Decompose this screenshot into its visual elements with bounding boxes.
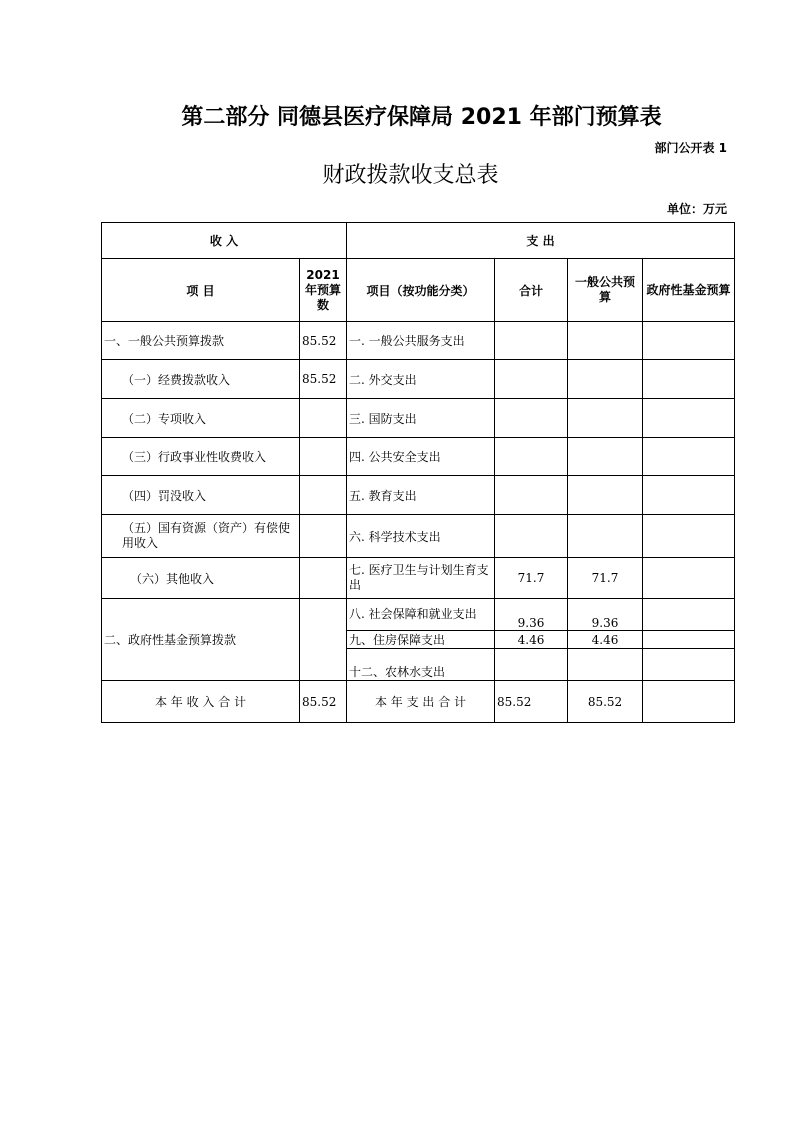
expense-total: 71.7 <box>495 558 568 599</box>
expense-fund <box>643 599 735 631</box>
expense-fund <box>643 438 735 476</box>
expense-general <box>568 476 643 515</box>
table-row <box>102 322 735 360</box>
expense-general: 71.7 <box>568 558 643 599</box>
income-value <box>300 476 347 515</box>
expense-group-header: 支 出 <box>347 223 735 259</box>
expense-total <box>495 399 568 438</box>
table-group-header <box>102 223 735 259</box>
income-item: （三）行政事业性收费收入 <box>102 438 300 476</box>
expense-general <box>568 360 643 399</box>
income-value: 85.52 <box>300 360 347 399</box>
income-value <box>300 515 347 558</box>
expense-total-label: 本 年 支 出 合 计 <box>347 681 495 723</box>
table-row <box>102 599 735 631</box>
income-item: 二、政府性基金预算拨款 <box>102 599 300 681</box>
expense-general <box>568 649 643 681</box>
expense-total <box>495 360 568 399</box>
income-value <box>300 599 347 681</box>
expense-general <box>568 322 643 360</box>
expense-fund <box>643 360 735 399</box>
expense-item: 二. 外交支出 <box>347 360 495 399</box>
budget-table <box>101 222 735 723</box>
expense-fund <box>643 322 735 360</box>
expense-total <box>495 322 568 360</box>
total-row <box>102 681 735 723</box>
income-value <box>300 438 347 476</box>
expense-item: 五. 教育支出 <box>347 476 495 515</box>
expense-total: 9.36 <box>495 599 568 631</box>
expense-item: 一. 一般公共服务支出 <box>347 322 495 360</box>
expense-general <box>568 438 643 476</box>
col-header-total: 合计 <box>495 259 568 322</box>
table-title: 财政拨款收支总表 <box>322 163 499 188</box>
page-title: 第二部分 同德县医疗保障局 2021 年部门预算表 <box>181 105 662 130</box>
unit-label: 单位：万元 <box>666 202 727 216</box>
col-header-general: 一般公共预算 <box>568 259 643 322</box>
expense-total <box>495 476 568 515</box>
income-item: （六）其他收入 <box>102 558 300 599</box>
col-header-fund: 政府性基金预算 <box>643 259 735 322</box>
expense-item: 四. 公共安全支出 <box>347 438 495 476</box>
income-total-label: 本 年 收 入 合 计 <box>102 681 300 723</box>
expense-general: 4.46 <box>568 631 643 649</box>
expense-total-sum: 85.52 <box>495 681 568 723</box>
col-header-function: 项目（按功能分类） <box>347 259 495 322</box>
expense-general <box>568 515 643 558</box>
income-total-value: 85.52 <box>300 681 347 723</box>
expense-item: 九、住房保障支出 <box>347 631 495 649</box>
table-row <box>102 438 735 476</box>
expense-item: 十二、农林水支出 <box>347 649 495 681</box>
table-row <box>102 558 735 599</box>
expense-total-fund <box>643 681 735 723</box>
expense-item: 六. 科学技术支出 <box>347 515 495 558</box>
expense-general <box>568 399 643 438</box>
income-item: 一、一般公共预算拨款 <box>102 322 300 360</box>
income-value: 85.52 <box>300 322 347 360</box>
table-row <box>102 515 735 558</box>
expense-total: 4.46 <box>495 631 568 649</box>
income-item: （五）国有资源（资产）有偿使用收入 <box>102 515 300 558</box>
income-item: （二）专项收入 <box>102 399 300 438</box>
expense-fund <box>643 649 735 681</box>
income-value <box>300 558 347 599</box>
expense-general: 9.36 <box>568 599 643 631</box>
income-value <box>300 399 347 438</box>
expense-total <box>495 438 568 476</box>
expense-total-general: 85.52 <box>568 681 643 723</box>
expense-total <box>495 649 568 681</box>
table-row <box>102 399 735 438</box>
expense-fund <box>643 399 735 438</box>
income-group-header: 收 入 <box>102 223 347 259</box>
expense-item: 八. 社会保障和就业支出 <box>347 599 495 631</box>
income-item: （四）罚没收入 <box>102 476 300 515</box>
table-row <box>102 360 735 399</box>
expense-item: 七. 医疗卫生与计划生育支出 <box>347 558 495 599</box>
expense-fund <box>643 476 735 515</box>
col-header-budget: 2021年预算数 <box>300 259 347 322</box>
expense-fund <box>643 515 735 558</box>
table-number: 部门公开表 1 <box>654 141 727 155</box>
expense-fund <box>643 558 735 599</box>
income-item: （一）经费拨款收入 <box>102 360 300 399</box>
expense-fund <box>643 631 735 649</box>
table-row <box>102 476 735 515</box>
expense-item: 三. 国防支出 <box>347 399 495 438</box>
expense-total <box>495 515 568 558</box>
table-column-header <box>102 259 735 322</box>
col-header-item: 项 目 <box>102 259 300 322</box>
